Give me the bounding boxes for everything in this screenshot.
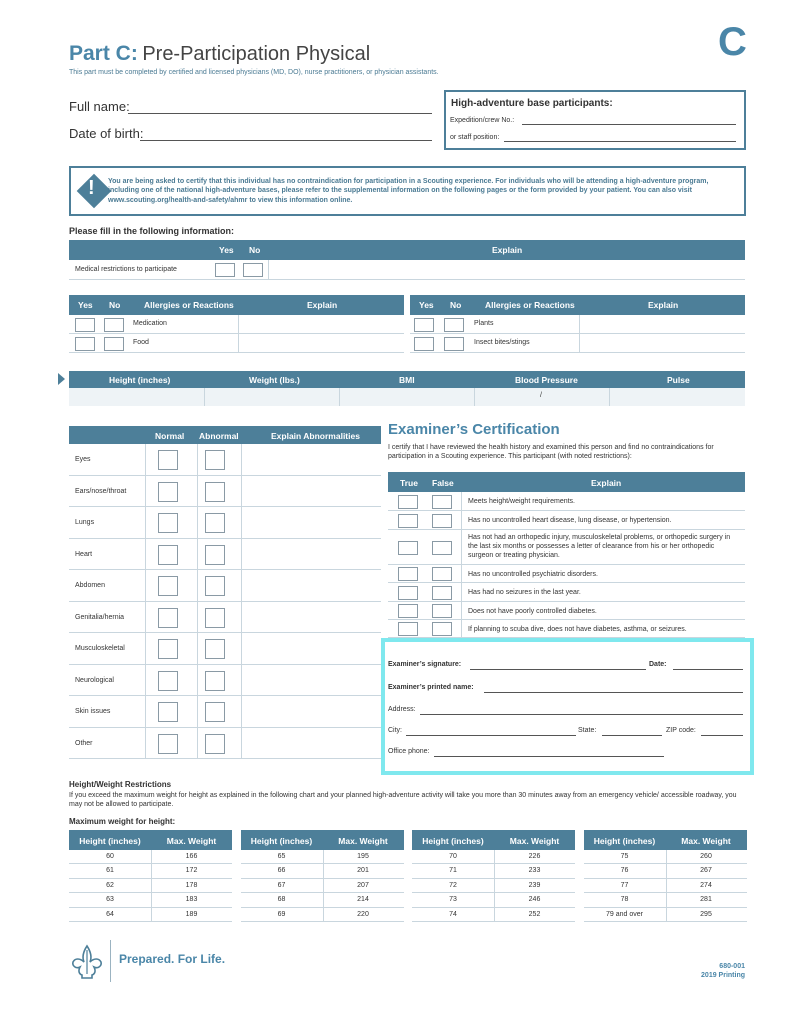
allergy-row: Food [69, 334, 404, 353]
medication-no-checkbox[interactable] [104, 318, 124, 332]
exam-row [69, 602, 381, 634]
certification-row [388, 530, 745, 565]
zip-field[interactable] [701, 735, 743, 736]
full-name-field[interactable] [128, 113, 432, 114]
abnormal-checkbox[interactable] [205, 576, 225, 596]
hw-row: 77 274 [584, 879, 747, 893]
certification-row [388, 565, 745, 583]
plants-yes-checkbox[interactable] [414, 318, 434, 332]
arrow-right-icon [58, 373, 65, 385]
page-title [69, 42, 370, 66]
normal-checkbox[interactable] [158, 702, 178, 722]
certification-title: Examiner’s Certification [388, 421, 560, 438]
hw-row: 68 214 [241, 893, 404, 907]
restrictions-row: Medical restrictions to participate [69, 260, 745, 280]
expedition-field[interactable] [522, 124, 736, 125]
abnormal-checkbox[interactable] [205, 450, 225, 470]
abnormal-checkbox[interactable] [205, 513, 225, 533]
hw-row: 72 239 [412, 879, 575, 893]
hw-row: 65 195 [241, 850, 404, 864]
hw-table: Height (inches) Max. Weight 70 226 71 233 72 239 73 246 74 252 [412, 830, 575, 922]
hw-tables [69, 830, 745, 922]
exam-row-label: Other [75, 739, 93, 747]
form-number: 680-001 [719, 963, 745, 970]
false-checkbox[interactable] [432, 567, 452, 581]
hw-row: 70 226 [412, 850, 575, 864]
exam-row [69, 507, 381, 539]
exam-row [69, 476, 381, 508]
dob-label: Date of birth: [69, 126, 144, 141]
allergy-row: Insect bites/stings [410, 334, 745, 353]
office-phone-label: Office phone: [388, 748, 430, 755]
false-checkbox[interactable] [432, 604, 452, 618]
certification-statement: If planning to scuba dive, does not have diabetes, asthma, or seizures. [468, 626, 687, 633]
insect-no-checkbox[interactable] [444, 337, 464, 351]
allergy-table-left: Yes No Allergies or Reactions Explain Medication Food [69, 295, 404, 353]
hw-row: 62 178 [69, 879, 232, 893]
high-adventure-box [444, 90, 746, 150]
exam-row-label: Heart [75, 550, 93, 558]
full-name-label: Full name: [69, 99, 130, 114]
normal-checkbox[interactable] [158, 608, 178, 628]
fleur-de-lis-logo [70, 944, 104, 980]
exam-row [69, 539, 381, 571]
certification-text: I certify that I have reviewed the health history and examined this person and find no contraindications for participation in a Scouting experience. This participant (with noted restrictions): [388, 444, 714, 461]
hw-text: If you exceed the maximum weight for height as explained in the following chart and your planned high-adventure activity will take you more than 30 minutes away from an emergency vehicle/ accessible roadway, you may not be allowed to participate. [69, 792, 737, 809]
exam-row-label: Lungs [75, 519, 95, 526]
exam-row-label: Genitalia/hernia [75, 613, 125, 621]
abnormal-checkbox[interactable] [205, 671, 225, 691]
subtitle: This part must be completed by certified and licensed physicians (MD, DO), nurse practitioners, or physician assistants. [69, 69, 439, 76]
hw-row: 67 207 [241, 879, 404, 893]
hw-row: 60 166 [69, 850, 232, 864]
abnormal-checkbox[interactable] [205, 545, 225, 565]
exam-row-label: Ears/nose/throat [75, 487, 127, 495]
false-checkbox[interactable] [432, 541, 452, 555]
expedition-label: Expedition/crew No.: [450, 117, 515, 124]
date-label: Date: [649, 661, 667, 668]
true-checkbox[interactable] [398, 514, 418, 528]
hw-table: Height (inches) Max. Weight 60 166 61 172 62 178 63 183 64 189 [69, 830, 232, 922]
exam-row-label: Neurological [75, 676, 114, 684]
printing-year: 2019 Printing [701, 972, 745, 979]
fill-in-label: Please fill in the following information: [69, 226, 235, 236]
true-checkbox[interactable] [398, 622, 418, 636]
exam-row-label: Musculoskeletal [75, 645, 125, 652]
vitals-header: Height (inches) Weight (lbs.) BMI Blood Pressure Pulse [69, 371, 745, 388]
hab-title: High-adventure base participants: [451, 98, 613, 109]
signature-field[interactable] [470, 669, 646, 670]
certification-statement: Has had no seizures in the last year. [468, 589, 581, 596]
normal-checkbox[interactable] [158, 576, 178, 596]
true-checkbox[interactable] [398, 495, 418, 509]
abnormal-checkbox[interactable] [205, 639, 225, 659]
plants-no-checkbox[interactable] [444, 318, 464, 332]
max-weight-label: Maximum weight for height: [69, 817, 176, 826]
certification-statement: Has no uncontrolled heart disease, lung disease, or hypertension. [468, 517, 672, 524]
abnormal-checkbox[interactable] [205, 608, 225, 628]
hw-row: 73 246 [412, 893, 575, 907]
exam-row [69, 633, 381, 665]
normal-checkbox[interactable] [158, 639, 178, 659]
hw-row: 71 233 [412, 864, 575, 878]
certification-row [388, 492, 745, 511]
true-checkbox[interactable] [398, 541, 418, 555]
hw-row: 78 281 [584, 893, 747, 907]
exam-row-label: Abdomen [75, 582, 105, 589]
false-checkbox[interactable] [432, 514, 452, 528]
hw-table: Height (inches) Max. Weight 75 260 76 267 77 274 78 281 79 and over 295 [584, 830, 747, 922]
normal-checkbox[interactable] [158, 671, 178, 691]
exam-row [69, 444, 381, 476]
bp-separator: / [540, 392, 542, 399]
restrictions-header: Yes No Explain [69, 240, 745, 260]
printed-name-label: Examiner’s printed name: [388, 684, 474, 691]
normal-checkbox[interactable] [158, 734, 178, 754]
address-label: Address: [388, 706, 416, 713]
false-checkbox[interactable] [432, 586, 452, 600]
hw-row: 69 220 [241, 908, 404, 922]
exam-row-label: Eyes [75, 456, 91, 463]
hw-row: 63 183 [69, 893, 232, 907]
true-checkbox[interactable] [398, 567, 418, 581]
city-field[interactable] [406, 735, 576, 736]
certification-statement: Has no uncontrolled psychiatric disorders. [468, 571, 598, 578]
notice-box: ! You are being asked to certify that this individual has no contraindication for participation in a Scouting experience. For individuals who will be attending a high-adventure program, including one of the national high-adventure bases, please refer to the supplemental information on the following pages or the form provided by your patient. You can also visit www.scouting.org/health-and-safety/ahmr to view this information online. [69, 166, 746, 216]
medication-yes-checkbox[interactable] [75, 318, 95, 332]
hw-title: Height/Weight Restrictions [69, 780, 172, 789]
abnormal-checkbox[interactable] [205, 702, 225, 722]
address-field[interactable] [420, 714, 743, 715]
hw-row: 64 189 [69, 908, 232, 922]
exam-row-label: Skin issues [75, 708, 111, 715]
allergy-row: Medication [69, 315, 404, 334]
true-checkbox[interactable] [398, 604, 418, 618]
city-label: City: [388, 727, 402, 734]
food-yes-checkbox[interactable] [75, 337, 95, 351]
certification-row [388, 583, 745, 602]
hw-row: 79 and over 295 [584, 908, 747, 922]
state-field[interactable] [602, 735, 662, 736]
exam-header: Normal Abnormal Explain Abnormalities [69, 426, 381, 444]
exam-row [69, 665, 381, 697]
restrictions-no-checkbox[interactable] [243, 263, 263, 277]
certification-table [388, 492, 745, 640]
true-checkbox[interactable] [398, 586, 418, 600]
normal-checkbox[interactable] [158, 513, 178, 533]
allergy-row: Plants [410, 315, 745, 334]
normal-checkbox[interactable] [158, 482, 178, 502]
certification-header: True False Explain [388, 472, 745, 492]
normal-checkbox[interactable] [158, 545, 178, 565]
hw-row: 75 260 [584, 850, 747, 864]
state-label: State: [578, 727, 597, 734]
hw-row: 74 252 [412, 908, 575, 922]
abnormal-checkbox[interactable] [205, 482, 225, 502]
exam-table [69, 444, 381, 760]
allergy-table-right: Yes No Allergies or Reactions Explain Plants Insect bites/stings [410, 295, 745, 353]
dob-field[interactable] [140, 140, 432, 141]
false-checkbox[interactable] [432, 622, 452, 636]
hw-row: 66 201 [241, 864, 404, 878]
hw-table: Height (inches) Max. Weight 65 195 66 201 67 207 68 214 69 220 [241, 830, 404, 922]
abnormal-checkbox[interactable] [205, 734, 225, 754]
signature-label: Examiner’s signature: [388, 661, 462, 668]
vitals-row [69, 388, 745, 406]
signature-block [381, 638, 754, 775]
staff-field[interactable] [504, 141, 736, 142]
insect-yes-checkbox[interactable] [414, 337, 434, 351]
staff-label: or staff position: [450, 134, 500, 141]
part-prefix: Part C: [69, 42, 138, 65]
false-checkbox[interactable] [432, 495, 452, 509]
exam-row [69, 570, 381, 602]
hw-row: 61 172 [69, 864, 232, 878]
title-text: Pre-Participation Physical [142, 43, 371, 65]
hw-row: 76 267 [584, 864, 747, 878]
printed-name-field[interactable] [484, 692, 743, 693]
certification-row [388, 511, 745, 530]
certification-statement: Has not had an orthopedic injury, musculoskeletal problems, or orthopedic surgery in the last six months or possesses a letter of clearance from his or her orthopedic surgeon or treating physician. [468, 534, 731, 560]
corner-letter: C [718, 20, 747, 64]
food-no-checkbox[interactable] [104, 337, 124, 351]
zip-label: ZIP code: [666, 727, 696, 734]
exam-row [69, 696, 381, 728]
exam-row [69, 728, 381, 760]
normal-checkbox[interactable] [158, 450, 178, 470]
slogan: Prepared. For Life. [119, 952, 226, 966]
certification-statement: Does not have poorly controlled diabetes. [468, 608, 597, 615]
date-field[interactable] [673, 669, 743, 670]
certification-row [388, 602, 745, 620]
certification-row [388, 620, 745, 638]
certification-statement: Meets height/weight requirements. [468, 498, 575, 505]
notice-text: You are being asked to certify that this individual has no contraindication for participation in a Scouting experience. For individuals who will be attending a high-adventure program, including one of the national high-adventure bases, please refer to the supplemental information on the following pages or the form provided by your patient. You can also visit www.scouting.org/health-and-safety/ahmr to view this information online. [108, 178, 709, 204]
restrictions-yes-checkbox[interactable] [215, 263, 235, 277]
office-phone-field[interactable] [434, 756, 664, 757]
